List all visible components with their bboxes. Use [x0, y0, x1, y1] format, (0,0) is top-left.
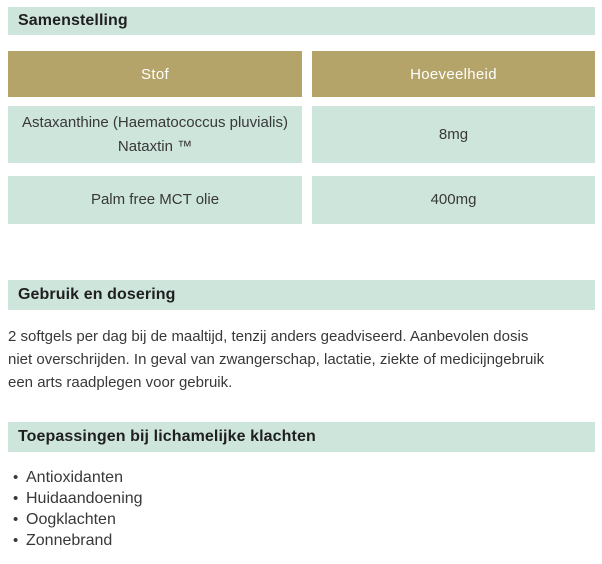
- list-item-label: Huidaandoening: [26, 490, 143, 507]
- section-title-gebruik: Gebruik en dosering: [18, 286, 176, 303]
- gebruik-body-line2: niet overschrijden. In geval van zwangerschap, lactatie, ziekte of medicijngebruik: [8, 351, 545, 368]
- bullet-icon: •: [13, 511, 19, 528]
- gebruik-body-text: [8, 325, 602, 394]
- table-cell-hoeveelheid-row2: [312, 176, 595, 224]
- list-item: [13, 530, 413, 551]
- table-header-hoeveelheid: [312, 51, 595, 97]
- stof-row1-line2: Nataxtin ™: [117, 137, 193, 155]
- bullet-icon: •: [13, 490, 19, 507]
- section-header-samenstelling: [8, 7, 595, 35]
- gebruik-body-line3: een arts raadplegen voor gebruik.: [8, 374, 233, 391]
- section-title-toepassingen: Toepassingen bij lichamelijke klachten: [18, 428, 316, 445]
- section-title-samenstelling: Samenstelling: [18, 12, 128, 29]
- list-item: [13, 488, 413, 509]
- table-header-hoeveelheid-label: Hoeveelheid: [410, 65, 497, 83]
- gebruik-body-line1: 2 softgels per dag bij de maaltijd, tenzij anders geadviseerd. Aanbevolen dosis: [8, 328, 529, 345]
- table-cell-stof-row1: [8, 106, 302, 163]
- table-header-stof: [8, 51, 302, 97]
- section-header-gebruik: [8, 280, 595, 310]
- list-item: [13, 467, 413, 488]
- bullet-icon: •: [13, 532, 19, 549]
- stof-row1-line1: Astaxanthine (Haematococcus pluvialis): [22, 113, 288, 131]
- hoeveelheid-row2-value: 400mg: [430, 191, 477, 208]
- bullet-icon: •: [13, 469, 19, 486]
- list-item-label: Antioxidanten: [26, 469, 123, 486]
- table-cell-hoeveelheid-row1: [312, 106, 595, 163]
- table-cell-stof-row2: [8, 176, 302, 224]
- table-header-stof-label: Stof: [141, 65, 169, 83]
- stof-row2-line1: Palm free MCT olie: [90, 191, 220, 208]
- hoeveelheid-row1-value: 8mg: [438, 125, 469, 143]
- list-item-label: Zonnebrand: [26, 532, 113, 549]
- section-header-toepassingen: [8, 422, 595, 452]
- list-item-label: Oogklachten: [26, 511, 116, 528]
- list-item: [13, 509, 413, 530]
- toepassingen-list: [13, 467, 413, 551]
